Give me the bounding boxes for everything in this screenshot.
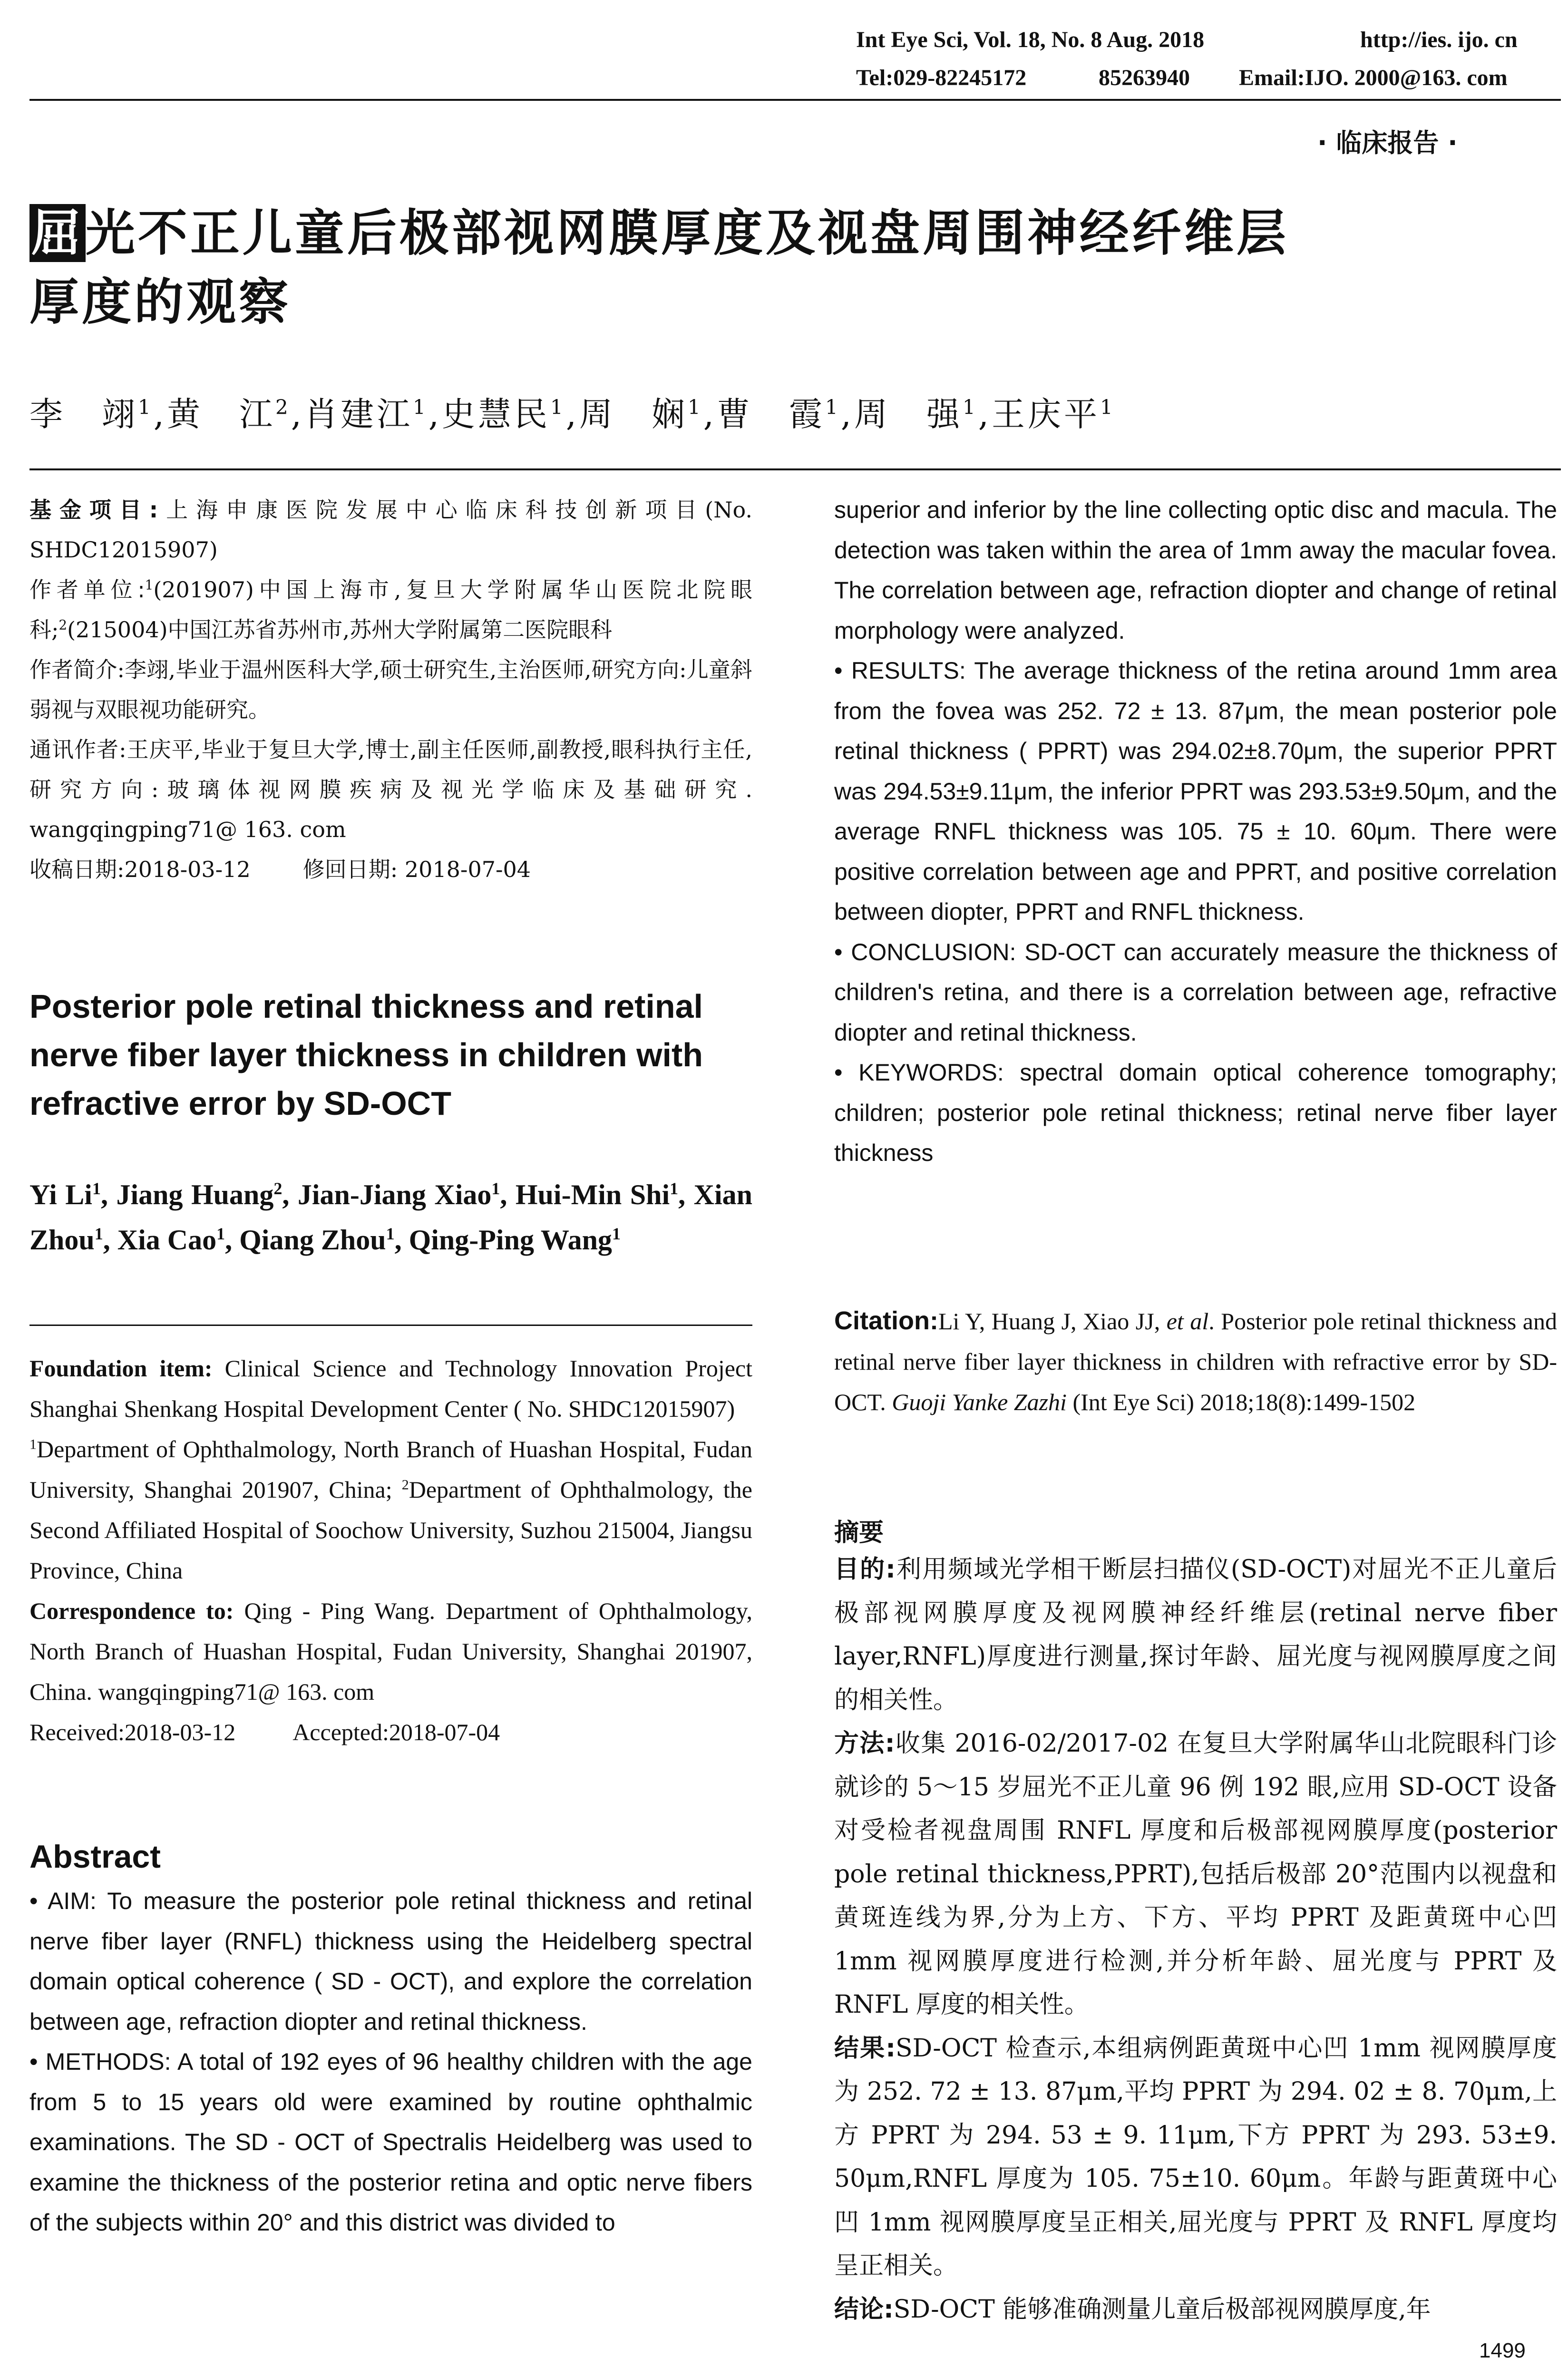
abstract-keywords: • KEYWORDS: spectral domain optical coherence tomography; children; posterior pole retinal thickness; retinal nerve fiber layer thickness <box>834 1059 1557 1166</box>
page-number: 1499 <box>1479 2339 1526 2362</box>
abstract-methods-cont: superior and inferior by the line collecting optic disc and macula. The detection was taken within the area of 1mm away the macular fovea. The correlation between age, refraction diopter and change of retinal morphology were analyzed. <box>834 497 1557 644</box>
abstract-aim: • AIM: To measure the posterior pole retinal thickness and retinal nerve fiber layer (RNFL) thickness using the Heidelberg spectral domain optical coherence ( SD - OCT), and explore the correlation between age, refraction diopter and retinal thickness. <box>29 1888 752 2035</box>
author-cn: 曹 霞 <box>717 395 825 434</box>
abstract-left <box>29 1881 752 2243</box>
author-cn: 王庆平 <box>992 395 1100 434</box>
abstract-results: • RESULTS: The average thickness of the retina around 1mm area from the fovea was 252. 72 ± 13. 87μm, the mean posterior pole retinal thickness ( PPRT) was 294.02±8.70μm, the superior PPRT was 294.53±9.11μm, the inferior PPRT was 293.53±9.50μm, and the average RNFL thickness was 105. 75 ± 10. 60μm. There were positive correlation between age and PPRT, and positive correlation between diopter, PPRT and RNFL thickness. <box>834 657 1557 925</box>
affiliations-en: $^1$Department of Ophthalmology, North Branch of Huashan Hospital, Fudan University, Shanghai 201907, China; $^2$Department of Ophthalmology, the Second Affiliated Hospital of Soochow University, Suzhou 215004, Jiangsu Province, China <box>29 1436 752 1584</box>
info-cn <box>29 490 752 889</box>
correspondence-en: Correspondence to: Qing - Ping Wang. Department of Ophthalmology, North Branch of Huashan Hospital, Fudan University, Shanghai 201907, China. wangqingping71@ 163. com <box>29 1598 753 1705</box>
unit-cn: 作者单位:$^1$(201907)中国上海市,复旦大学附属华山医院北院眼科;$^2$(215004)中国江苏省苏州市,苏州大学附属第二医院眼科 <box>29 577 752 643</box>
foundation-en: Foundation item: Clinical Science and Technology Innovation Project Shanghai Shenkang Hospital Development Center ( No. SHDC12015907) <box>29 1355 753 1422</box>
zh-abstract <box>834 1548 1557 2331</box>
info-en <box>29 1348 752 1753</box>
journal-tel2: 85263940 <box>1099 65 1190 90</box>
dates-cn: 收稿日期:2018-03-12 修回日期: 2018-07-04 <box>29 857 531 882</box>
section-label: · 临床报告 · <box>1317 128 1458 158</box>
journal-email: Email:IJO. 2000@163. com <box>1239 65 1508 90</box>
authors-rule <box>29 468 1561 470</box>
author-cn: 周 娴 <box>579 395 688 434</box>
bio-cn: 作者简介:李翊,毕业于温州医科大学,硕士研究生,主治医师,研究方向:儿童斜弱视与双眼视功能研究。 <box>29 657 752 722</box>
zh-abstract-heading: 摘要 <box>834 1519 884 1547</box>
zh-aim: 目的:利用频域光学相干断层扫描仪(SD-OCT)对屈光不正儿童后极部视网膜厚度及视网膜神经纤维层(retinal nerve fiber layer,RNFL)厚度进行测量,探讨年龄、屈光度与视网膜厚度之间的相关性。 <box>834 1555 1557 1715</box>
zh-conclusion: 结论:SD-OCT 能够准确测量儿童后极部视网膜厚度,年 <box>834 2295 1431 2324</box>
fund-cn: 基金项目:上海申康医院发展中心临床科技创新项目(No. SHDC12015907) <box>29 497 752 563</box>
author-cn: 肖建江 <box>304 395 413 434</box>
journal-tel: Tel:029-82245172 <box>856 65 1027 90</box>
english-title: Posterior pole retinal thickness and retinal nerve fiber layer thickness in children with refractive error by SD-OCT <box>29 988 703 1122</box>
abstract-heading: Abstract <box>29 1839 161 1875</box>
zh-methods: 方法:收集 2016-02/2017-02 在复旦大学附属华山北院眼科门诊就诊的 5～15 岁屈光不正儿童 96 例 192 眼,应用 SD-OCT 设备对受检者视盘周围 RNFL 厚度和后极部视网膜厚度(posterior pole retinal thickness,PPRT),包括后极部 20°范围内以视盘和黄斑连线为界,分为上方、下方、平均 PPRT 及距黄斑中心凹 1mm 视网膜厚度进行检测,并分析年龄、屈光度与 PPRT 及 RNFL 厚度的相关性。 <box>834 1729 1558 2019</box>
author-cn: 李 翊 <box>29 395 138 434</box>
authors-en: Yi Li$^1$, Jiang Huang$^2$, Jian-Jiang Xiao$^1$, Hui-Min Shi$^1$, Xian Zhou$^1$, Xia Cao$^1$, Qiang Zhou$^1$, Qing-Ping Wang$^1$ <box>29 1179 752 1256</box>
abstract-methods: • METHODS: A total of 192 eyes of 96 healthy children with the age from 5 to 15 years old were examined by routine ophthalmic examinations. The SD - OCT of Spectralis Heidelberg was used to examine the thickness of the posterior retina and optic nerve fibers of the subjects within 20° and this district was divided to <box>29 2048 752 2236</box>
title-line1: 光不正儿童后极部视网膜厚度及视盘周围神经纤维层 <box>86 204 1289 262</box>
journal-info: Int Eye Sci, Vol. 18, No. 8 Aug. 2018 <box>856 27 1205 52</box>
abstract-conclusion: • CONCLUSION: SD-OCT can accurately measure the thickness of children's retina, and there is a correlation between age, refractive diopter and retinal thickness. <box>834 938 1557 1046</box>
author-cn: 周 强 <box>854 395 963 434</box>
corr-cn: 通讯作者:王庆平,毕业于复旦大学,博士,副主任医师,副教授,眼科执行主任,研究方向:玻璃体视网膜疾病及视光学临床及基础研究. wangqingping71@ 163. com <box>29 737 753 842</box>
title-line2: 厚度的观察 <box>29 273 292 331</box>
journal-url: http://ies. ijo. cn <box>1360 27 1518 52</box>
page-title <box>29 199 1566 337</box>
author-cn: 史慧民 <box>442 395 550 434</box>
abstract-right <box>834 490 1557 1173</box>
title-first-char: 屈 <box>29 204 86 262</box>
zh-results: 结果:SD-OCT 检查示,本组病例距黄斑中心凹 1mm 视网膜厚度为 252. 72 ± 13. 87μm,平均 PPRT 为 294. 02 ± 8. 70μm,上方 PPRT 为 294. 53 ± 9. 11μm,下方 PPRT 为 293. 53±9. 50μm,RNFL 厚度为 105. 75±10. 60μm。年龄与距黄斑中心凹 1mm 视网膜厚度呈正相关,屈光度与 PPRT 及 RNFL 厚度均呈正相关。 <box>834 2034 1557 2280</box>
dates-en: Received:2018-03-12 Accepted:2018-07-04 <box>29 1719 500 1745</box>
author-cn: 黄 江 <box>167 395 275 434</box>
citation: Citation:Li Y, Huang J, Xiao JJ, et al. Posterior pole retinal thickness and retinal nerve fiber layer thickness in children with refractive error by SD-OCT. Guoji Yanke Zazhi (Int Eye Sci) 2018;18(8):1499-1502 <box>834 1306 1557 1415</box>
authors-cn: 李 翊$^1$,黄 江$^2$,肖建江$^1$,史慧民$^1$,周 娴$^1$,曹 霞$^1$,周 强$^1$,王庆平$^1$ <box>29 395 1116 434</box>
header-rule <box>29 99 1561 101</box>
en-authors-rule <box>29 1325 752 1326</box>
